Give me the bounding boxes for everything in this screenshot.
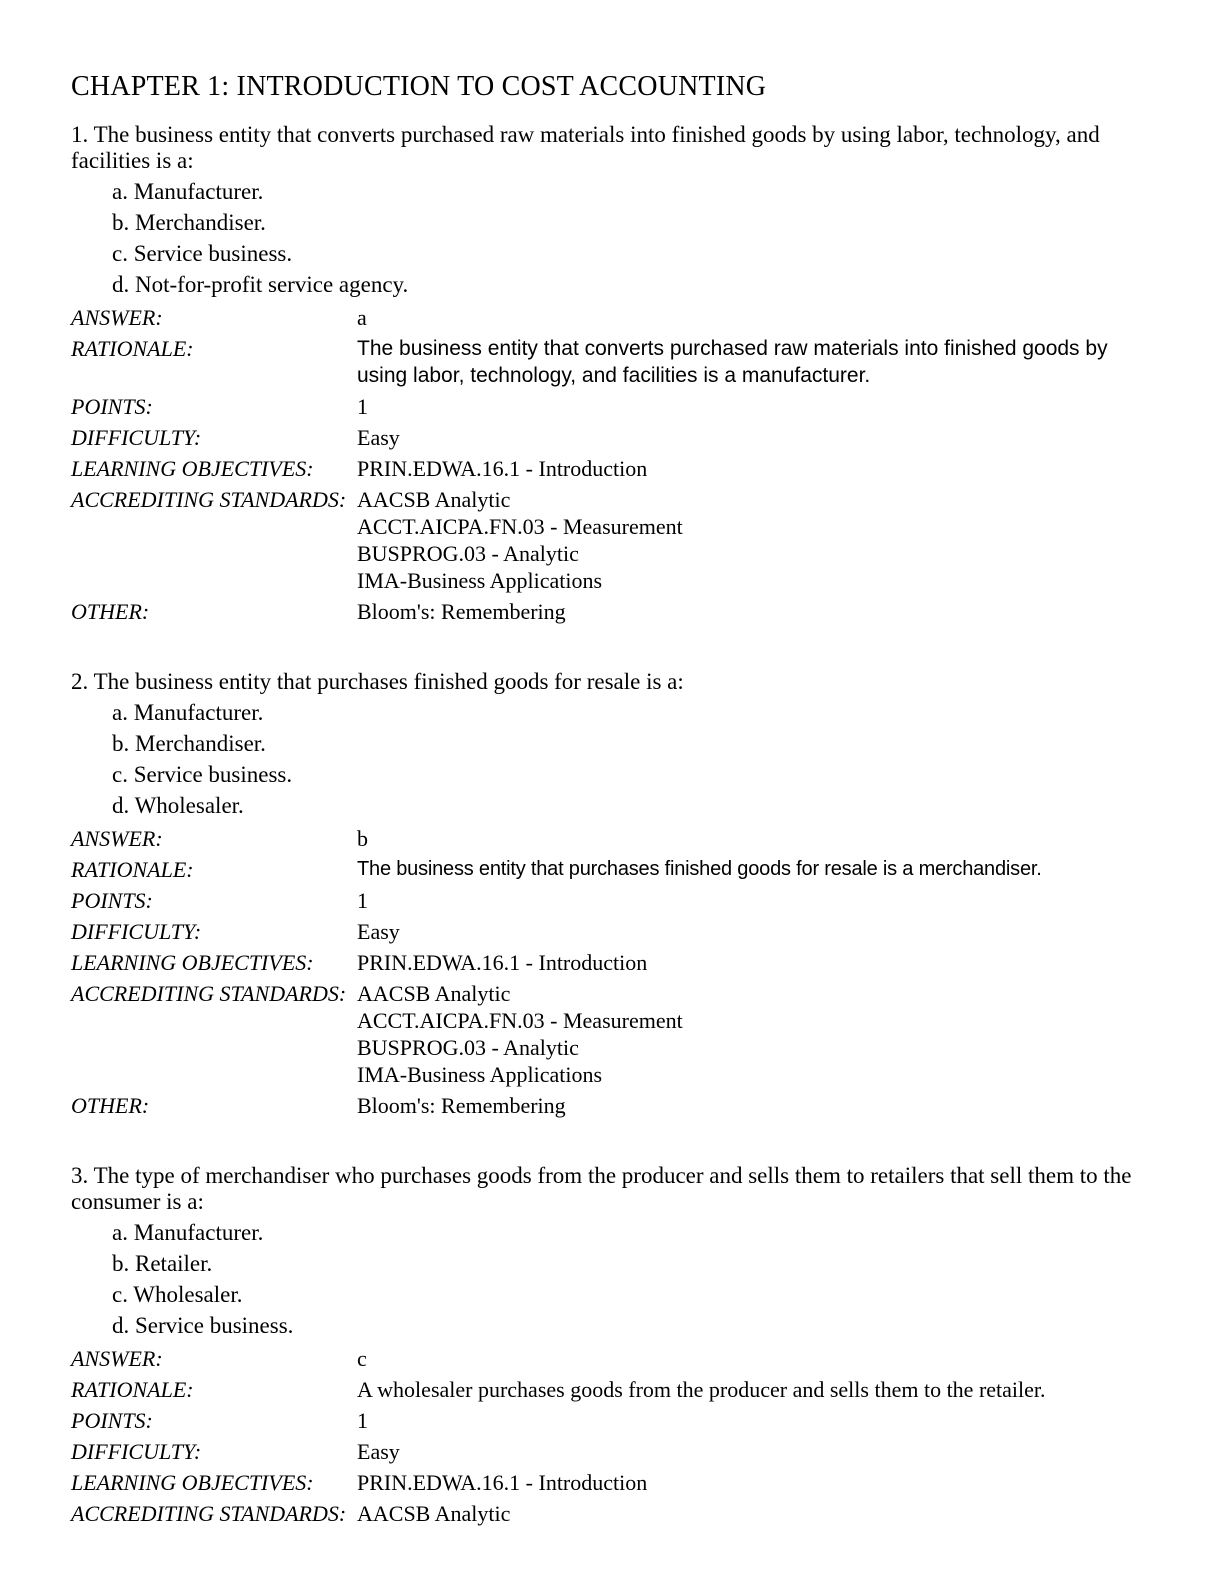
question-metadata (71, 1345, 1160, 1527)
answer-value: c (357, 1346, 367, 1371)
other-value: Bloom's: Remembering (357, 1093, 566, 1118)
other-label: OTHER: (71, 1093, 150, 1118)
answer-label: ANSWER: (71, 1346, 163, 1371)
rationale-value: The business entity that purchases finished goods for resale is a merchandiser. (357, 858, 1042, 880)
other-value: Bloom's: Remembering (357, 599, 566, 624)
learning-objectives-label: LEARNING OBJECTIVES: (71, 950, 314, 975)
difficulty-value: Easy (357, 1439, 400, 1464)
other-row (71, 1092, 1160, 1119)
other-row (71, 598, 1160, 625)
learning-objectives-value: PRIN.EDWA.16.1 - Introduction (357, 1470, 648, 1495)
options-list (71, 1220, 1160, 1339)
standard-line: ACCT.AICPA.FN.03 - Measurement (357, 1008, 683, 1033)
answer-value: b (357, 826, 368, 851)
question-text: 1. The business entity that converts purchased raw materials into finished goods by using labor, technology, and facilities is a: (71, 122, 1100, 173)
answer-label: ANSWER: (71, 826, 163, 851)
option-b: b. Merchandiser. (112, 210, 266, 235)
rationale-label: RATIONALE: (71, 1377, 194, 1402)
option-c: c. Service business. (112, 762, 293, 787)
learning-objectives-value: PRIN.EDWA.16.1 - Introduction (357, 456, 648, 481)
learning-objectives-row (71, 949, 1160, 976)
accrediting-standards-row (71, 1500, 1160, 1527)
difficulty-row (71, 918, 1160, 945)
accrediting-standards-label: ACCREDITING STANDARDS: (71, 487, 347, 512)
difficulty-row (71, 1438, 1160, 1465)
standard-line: ACCT.AICPA.FN.03 - Measurement (357, 514, 683, 539)
question-text: 2. The business entity that purchases finished goods for resale is a: (71, 669, 684, 694)
answer-row (71, 825, 1160, 852)
rationale-value: The business entity that converts purchased raw materials into finished goods by using labor, technology, and facilities is a manufacturer. (357, 337, 1108, 387)
question-3 (71, 1163, 1160, 1527)
points-label: POINTS: (71, 1408, 153, 1433)
answer-row (71, 1345, 1160, 1372)
accrediting-standards-value (357, 980, 1160, 1088)
difficulty-label: DIFFICULTY: (71, 919, 202, 944)
standard-line: BUSPROG.03 - Analytic (357, 1035, 579, 1060)
difficulty-label: DIFFICULTY: (71, 425, 202, 450)
option-a: a. Manufacturer. (112, 1220, 264, 1245)
points-row (71, 1407, 1160, 1434)
accrediting-standards-value (357, 486, 1160, 594)
option-a: a. Manufacturer. (112, 700, 264, 725)
rationale-value: A wholesaler purchases goods from the producer and sells them to the retailer. (357, 1377, 1046, 1402)
standard-line: BUSPROG.03 - Analytic (357, 541, 579, 566)
difficulty-value: Easy (357, 919, 400, 944)
option-a: a. Manufacturer. (112, 179, 264, 204)
options-list (71, 700, 1160, 819)
question-1 (71, 122, 1160, 625)
learning-objectives-label: LEARNING OBJECTIVES: (71, 456, 314, 481)
rationale-label: RATIONALE: (71, 857, 194, 882)
option-d: d. Not-for-profit service agency. (112, 272, 409, 297)
standard-line: IMA-Business Applications (357, 568, 603, 593)
option-c: c. Service business. (112, 241, 293, 266)
question-text: 3. The type of merchandiser who purchases goods from the producer and sells them to retailers that sell them to the consumer is a: (71, 1163, 1132, 1214)
accrediting-standards-row (71, 486, 1160, 594)
learning-objectives-row (71, 455, 1160, 482)
page-title: CHAPTER 1: INTRODUCTION TO COST ACCOUNTING (71, 71, 767, 102)
question-metadata (71, 304, 1160, 625)
accrediting-standards-label: ACCREDITING STANDARDS: (71, 981, 347, 1006)
rationale-row (71, 856, 1160, 883)
option-c: c. Wholesaler. (112, 1282, 243, 1307)
learning-objectives-row (71, 1469, 1160, 1496)
answer-value: a (357, 305, 367, 330)
standard-line: AACSB Analytic (357, 487, 511, 512)
other-label: OTHER: (71, 599, 150, 624)
question-metadata (71, 825, 1160, 1119)
difficulty-value: Easy (357, 425, 400, 450)
standard-line: AACSB Analytic (357, 981, 511, 1006)
points-value: 1 (357, 394, 368, 419)
answer-label: ANSWER: (71, 305, 163, 330)
rationale-label: RATIONALE: (71, 336, 194, 361)
accrediting-standards-row (71, 980, 1160, 1088)
accrediting-standards-label: ACCREDITING STANDARDS: (71, 1501, 347, 1526)
learning-objectives-value: PRIN.EDWA.16.1 - Introduction (357, 950, 648, 975)
option-b: b. Merchandiser. (112, 731, 266, 756)
points-row (71, 887, 1160, 914)
points-value: 1 (357, 888, 368, 913)
option-d: d. Wholesaler. (112, 793, 244, 818)
accrediting-standards-value (357, 1500, 1160, 1527)
difficulty-row (71, 424, 1160, 451)
standard-line: AACSB Analytic (357, 1501, 511, 1526)
question-2 (71, 669, 1160, 1119)
points-value: 1 (357, 1408, 368, 1433)
option-b: b. Retailer. (112, 1251, 213, 1276)
option-d: d. Service business. (112, 1313, 294, 1338)
rationale-row (71, 335, 1160, 389)
options-list (71, 179, 1160, 298)
difficulty-label: DIFFICULTY: (71, 1439, 202, 1464)
standard-line: IMA-Business Applications (357, 1062, 603, 1087)
points-label: POINTS: (71, 394, 153, 419)
points-label: POINTS: (71, 888, 153, 913)
answer-row (71, 304, 1160, 331)
points-row (71, 393, 1160, 420)
rationale-row (71, 1376, 1160, 1403)
learning-objectives-label: LEARNING OBJECTIVES: (71, 1470, 314, 1495)
